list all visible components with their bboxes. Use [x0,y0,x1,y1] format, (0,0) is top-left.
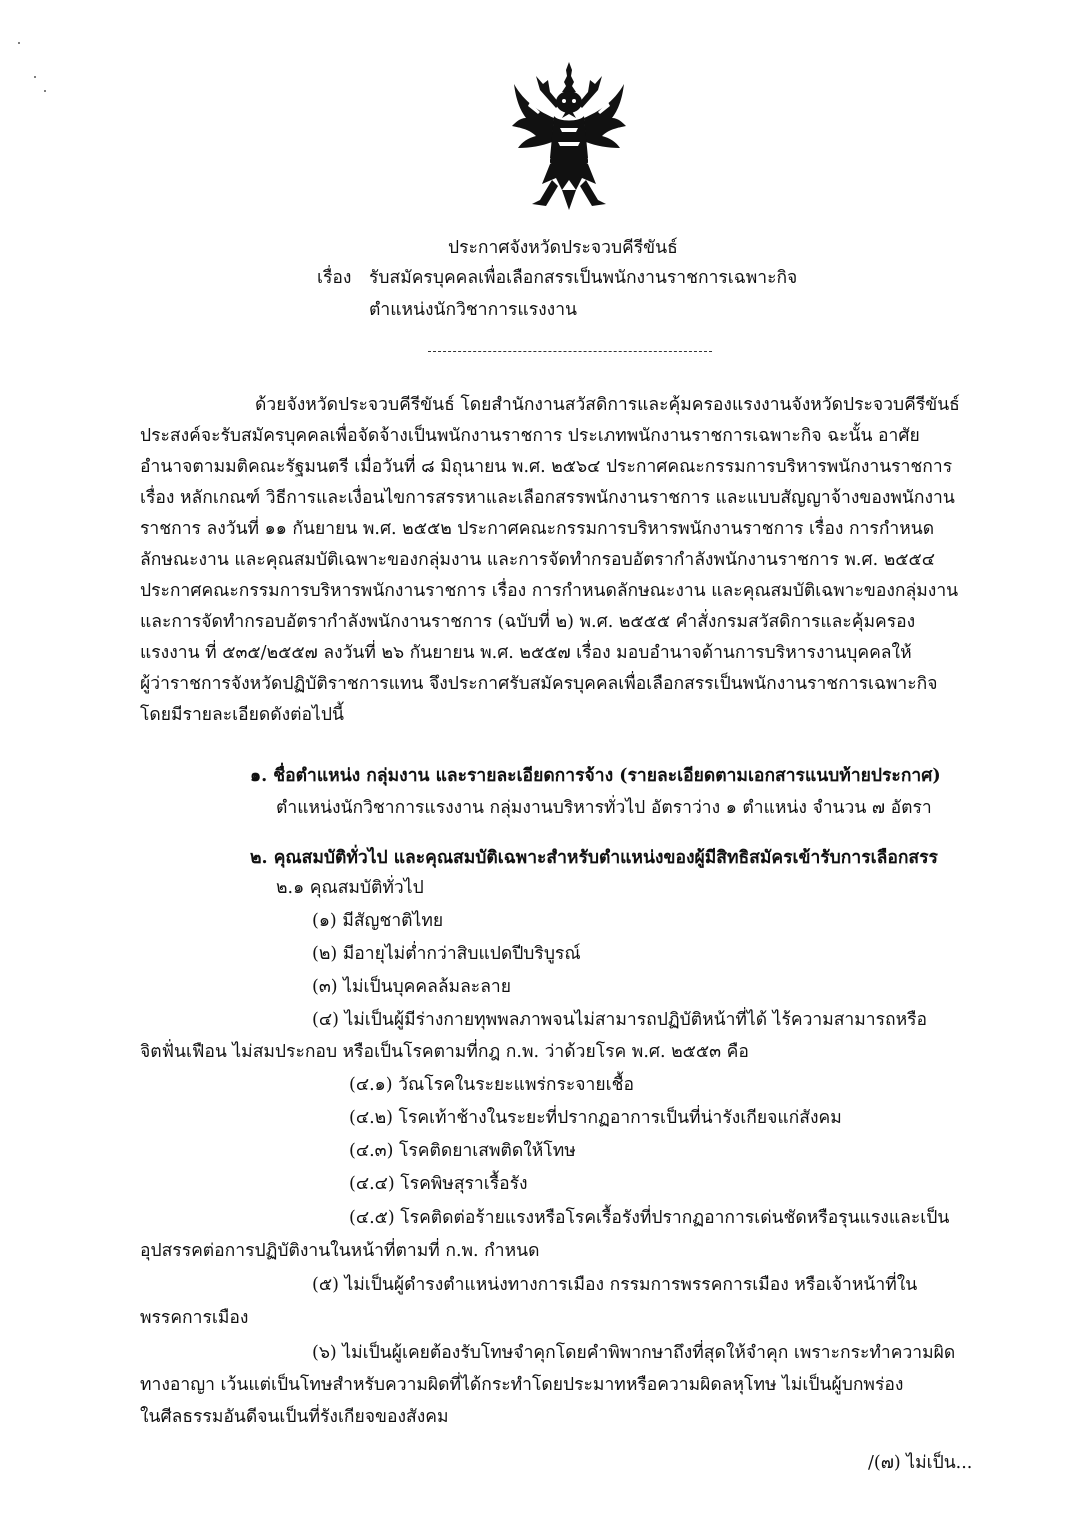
qualification-item-continued: ในศีลธรรมอันดีจนเป็นที่รังเกียจของสังคม [140,1407,449,1427]
qualification-item-continued: จิตฟั่นเฟือน ไม่สมประกอบ หรือเป็นโรคตามที่กฎ ก.พ. ว่าด้วยโรค พ.ศ. ๒๕๕๓ คือ [140,1042,749,1062]
disease-item: (๔.๕) โรคติดต่อร้ายแรงหรือโรคเรื้อรังที่ปรากฏอาการเด่นชัดหรือรุนแรงและเป็น [349,1208,950,1228]
qualification-item-continued: ทางอาญา เว้นแต่เป็นโทษสำหรับความผิดที่ได้กระทำโดยประมาทหรือความผิดลหุโทษ ไม่เป็นผู้บกพร่อง [140,1375,904,1395]
intro-line: ประสงค์จะรับสมัครบุคคลเพื่อจัดจ้างเป็นพนักงานราชการ ประเภทพนักงานราชการเฉพาะกิจ ฉะนั้น อาศัย [140,426,920,446]
intro-line: และการจัดทำกรอบอัตรากำลังพนักงานราชการ (ฉบับที่ ๒) พ.ศ. ๒๕๕๕ คำสั่งกรมสวัสดิการและคุ้มครอง [140,612,916,632]
disease-item: (๔.๓) โรคติดยาเสพติดให้โทษ [349,1141,576,1161]
intro-line: ด้วยจังหวัดประจวบคีรีขันธ์ โดยสำนักงานสวัสดิการและคุ้มครองแรงงานจังหวัดประจวบคีรีขันธ์ [255,395,960,415]
section-2-1-heading: ๒.๑ คุณสมบัติทั่วไป [276,878,424,898]
qualification-item-continued: พรรคการเมือง [140,1308,249,1328]
subject-line-2: ตำแหน่งนักวิชาการแรงงาน [369,300,577,320]
intro-line: อำนาจตามมติคณะรัฐมนตรี เมื่อวันที่ ๘ มิถุนายน พ.ศ. ๒๕๖๔ ประกาศคณะกรรมการบริหารพนักงานราชการ [140,457,953,477]
disease-item-continued: อุปสรรคต่อการปฏิบัติงานในหน้าที่ตามที่ ก.พ. กำหนด [140,1241,540,1261]
disease-item: (๔.๑) วัณโรคในระยะแพร่กระจายเชื้อ [349,1075,634,1095]
qualification-item: (๕) ไม่เป็นผู้ดำรงตำแหน่งทางการเมือง กรรมการพรรคการเมือง หรือเจ้าหน้าที่ใน [312,1275,918,1295]
page-continuation: /(๗) ไม่เป็น... [868,1453,973,1473]
qualification-item: (๒) มีอายุไม่ต่ำกว่าสิบแปดปีบริบูรณ์ [312,944,581,964]
intro-line: ราชการ ลงวันที่ ๑๑ กันยายน พ.ศ. ๒๕๕๒ ประกาศคณะกรรมการบริหารพนักงานราชการ เรื่อง การกำหนด [140,519,935,539]
scan-speck [18,42,20,44]
scan-speck [34,76,36,78]
header-separator [428,351,712,352]
subject-label: เรื่อง [317,268,352,288]
qualification-item: (๖) ไม่เป็นผู้เคยต้องรับโทษจำคุกโดยคำพิพากษาถึงที่สุดให้จำคุก เพราะกระทำความผิด [312,1343,956,1363]
qualification-item: (๑) มีสัญชาติไทย [312,911,444,931]
section-1-heading: ๑. ชื่อตำแหน่ง กลุ่มงาน และรายละเอียดการจ้าง (รายละเอียดตามเอกสารแนบท้ายประกาศ) [250,766,941,786]
section-2-heading: ๒. คุณสมบัติทั่วไป และคุณสมบัติเฉพาะสำหรับตำแหน่งของผู้มีสิทธิสมัครเข้ารับการเลือกสรร [250,848,938,868]
intro-line: แรงงาน ที่ ๕๓๕/๒๕๕๗ ลงวันที่ ๒๖ กันยายน พ.ศ. ๒๕๕๗ เรื่อง มอบอำนาจด้านการบริหารงานบุคคลให้ [140,643,912,663]
disease-item: (๔.๔) โรคพิษสุราเรื้อรัง [349,1174,528,1194]
garuda-emblem-icon [510,62,628,210]
qualification-item: (๔) ไม่เป็นผู้มีร่างกายทุพพลภาพจนไม่สามารถปฏิบัติหน้าที่ได้ ไร้ความสามารถหรือ [312,1010,928,1030]
subject-line-1: รับสมัครบุคคลเพื่อเลือกสรรเป็นพนักงานราชการเฉพาะกิจ [369,268,798,288]
qualification-item: (๓) ไม่เป็นบุคคลล้มละลาย [312,977,512,997]
section-1-detail: ตำแหน่งนักวิชาการแรงงาน กลุ่มงานบริหารทั่วไป อัตราว่าง ๑ ตำแหน่ง จำนวน ๗ อัตรา [276,798,932,818]
disease-item: (๔.๒) โรคเท้าช้างในระยะที่ปรากฏอาการเป็นที่น่ารังเกียจแก่สังคม [349,1108,842,1128]
intro-line: เรื่อง หลักเกณฑ์ วิธีการและเงื่อนไขการสรรหาและเลือกสรรพนักงานราชการ และแบบสัญญาจ้างของพนักงาน [140,488,955,508]
intro-line: โดยมีรายละเอียดดังต่อไปนี้ [140,705,344,725]
intro-line: ผู้ว่าราชการจังหวัดปฏิบัติราชการแทน จึงประกาศรับสมัครบุคคลเพื่อเลือกสรรเป็นพนักงานราชการเฉพาะกิจ [140,674,938,694]
intro-line: ประกาศคณะกรรมการบริหารพนักงานราชการ เรื่อง การกำหนดลักษณะงาน และคุณสมบัติเฉพาะของกลุ่มงาน [140,581,959,601]
scan-speck [44,90,46,92]
announcement-title: ประกาศจังหวัดประจวบคีรีขันธ์ [448,238,678,258]
intro-line: ลักษณะงาน และคุณสมบัติเฉพาะของกลุ่มงาน และการจัดทำกรอบอัตรากำลังพนักงานราชการ พ.ศ. ๒๕๕๔ [140,550,935,570]
